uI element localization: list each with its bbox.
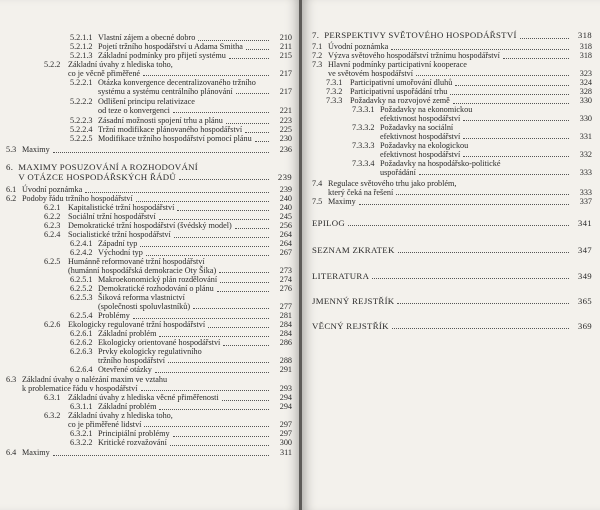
toc-entry-title: Západní typ xyxy=(98,239,138,248)
toc-entry-title: Požadavky na sociální xyxy=(380,123,454,132)
dot-leader xyxy=(398,252,569,253)
toc-entry xyxy=(352,124,592,141)
toc-entry-number: 6.2.6.1 xyxy=(70,329,93,338)
toc-entry xyxy=(44,412,292,429)
toc-entry-title: Zásadní možnosti spojení trhu a plánu xyxy=(98,116,223,125)
toc-entry-number: 7.3.3.2 xyxy=(352,123,375,132)
backmatter-entry xyxy=(312,272,592,281)
toc-entry-title: Sociální tržní hospodářství xyxy=(68,212,156,221)
dot-leader xyxy=(392,328,569,329)
dot-leader xyxy=(174,237,269,238)
toc-page-number: 276 xyxy=(279,284,292,293)
dot-leader xyxy=(453,103,569,104)
toc-entry-title: Otevřené otázky xyxy=(98,365,152,374)
toc-entry-number: 5.2.2.5 xyxy=(70,134,93,143)
toc-entry-title: Výzva světového hospodářství tržnímu hospodářství xyxy=(328,51,500,60)
toc-entry-title: Problémy xyxy=(98,311,130,320)
toc-entry-number: 5.2.1.3 xyxy=(70,51,93,60)
toc-entry-title: Principiální problémy xyxy=(98,429,170,438)
toc-entry-title: Participativní umořování dluhů xyxy=(350,78,453,87)
toc-page-number: 369 xyxy=(577,321,592,331)
toc-entry xyxy=(70,439,292,448)
right-page xyxy=(302,0,600,510)
toc-entry-number: 6.2.6.3 xyxy=(70,347,93,356)
toc-entry xyxy=(312,198,592,207)
toc-page-number: 293 xyxy=(279,383,292,393)
toc-entry-title: Hlavní podmínky participativní kooperace xyxy=(328,60,467,69)
toc-entry-number: 6.2.4.1 xyxy=(70,239,93,248)
toc-entry-number: 6.2.6.4 xyxy=(70,365,93,374)
dot-leader xyxy=(179,179,269,180)
toc-entry-title: Základní podmínky pro přijetí systému xyxy=(98,51,226,60)
toc-entry-number: 7.5 xyxy=(312,197,323,206)
dot-leader xyxy=(173,436,269,437)
toc-entry-number: 6.3.2.2 xyxy=(70,438,93,447)
toc-entry-title: Demokratické rozhodování o plánu xyxy=(98,284,214,293)
toc-entry-number: 7.3.3 xyxy=(326,96,343,105)
dot-leader xyxy=(159,219,269,220)
toc-entry xyxy=(70,135,292,144)
toc-entry-number: 5.2.2.3 xyxy=(70,116,93,125)
toc-entry-title: k problematice řádu v hospodářství xyxy=(22,383,138,393)
toc-entry-title: Regulace světového trhu jako problém, xyxy=(328,179,457,188)
toc-page-number: 284 xyxy=(279,329,292,338)
toc-entry-title: Základní úvahy z hlediska toho, xyxy=(68,411,173,420)
toc-entry-number: 6.2.3 xyxy=(44,221,61,230)
toc-entry-number: 6.3.1 xyxy=(44,393,61,402)
dot-leader xyxy=(144,426,269,427)
chapter-heading xyxy=(6,163,292,182)
toc-page-number: 297 xyxy=(279,419,292,429)
dot-leader xyxy=(229,58,269,59)
toc-entry-title: Ekologicky orientované hospodářství xyxy=(98,338,221,347)
toc-entry-number: 6.2.1 xyxy=(44,203,61,212)
dot-leader xyxy=(208,327,269,328)
toc-page-number: 236 xyxy=(279,145,292,154)
toc-entry-number: 6.2.5.3 xyxy=(70,293,93,302)
dot-leader xyxy=(391,49,569,50)
toc-entry-number: 5.2.2 xyxy=(44,60,61,69)
dot-leader xyxy=(396,194,569,195)
dot-leader xyxy=(503,58,569,59)
toc-page-number: 330 xyxy=(579,113,592,123)
chapter-title: 7. PERSPEKTIVY SVĚTOVÉHO HOSPODÁŘSTVÍ xyxy=(312,30,517,40)
toc-page-number: 277 xyxy=(279,301,292,311)
toc-page-number: 341 xyxy=(577,218,592,228)
dot-leader xyxy=(159,409,269,410)
toc-entry-title: Základní úvahy z hlediska věcné přiměřenosti xyxy=(68,393,219,402)
backmatter-title: VĚCNÝ REJSTŘÍK xyxy=(312,321,389,331)
toc-entry xyxy=(70,79,292,96)
dot-leader xyxy=(173,112,269,113)
toc-entry-number: 6.2 xyxy=(6,194,17,203)
toc-page-number: 284 xyxy=(279,320,292,329)
toc-page-number: 347 xyxy=(577,245,592,255)
dot-leader xyxy=(226,123,269,124)
toc-entry-title: (humánní hospodářská demokracie Oty Šika) xyxy=(68,265,217,275)
toc-entry-number: 7.4 xyxy=(312,179,323,188)
chapter-heading xyxy=(312,31,592,41)
toc-entry xyxy=(44,61,292,78)
toc-entry-title: Požadavky na ekonomickou xyxy=(380,105,473,114)
dot-leader xyxy=(219,272,269,273)
toc-entry-title: Východní typ xyxy=(98,248,143,257)
toc-entry-title: Šiková reforma vlastnictví xyxy=(98,293,185,302)
toc-entry-title: Úvodní poznámka xyxy=(22,185,83,194)
backmatter-title: SEZNAM ZKRATEK xyxy=(312,245,395,255)
toc-page-number: 264 xyxy=(279,230,292,239)
toc-entry-number: 7.1 xyxy=(312,42,323,51)
dot-leader xyxy=(236,93,269,94)
dot-leader xyxy=(217,291,269,292)
toc-entry-number: 7.2 xyxy=(312,51,323,60)
toc-entry-number: 6.3.2 xyxy=(44,411,61,420)
toc-page-number: 294 xyxy=(279,402,292,411)
toc-page-number: 294 xyxy=(279,393,292,402)
toc-entry xyxy=(352,160,592,177)
toc-entry-title: Ekologicky regulované tržní hospodářství xyxy=(68,320,206,329)
toc-entry xyxy=(44,258,292,275)
backmatter-entry xyxy=(312,297,592,306)
toc-page-number: 245 xyxy=(279,212,292,221)
dot-leader xyxy=(450,94,569,95)
toc-entry-title: Tržní modifikace plánovaného hospodářství xyxy=(98,125,243,134)
toc-entry-title: efektivnost hospodářství xyxy=(380,149,461,159)
toc-entry-number: 5.2.1.1 xyxy=(70,33,93,42)
toc-entry-title: efektivnost hospodářství xyxy=(380,113,461,123)
dot-leader xyxy=(220,282,269,283)
toc-page-number: 217 xyxy=(279,86,292,96)
toc-entry-title: Maximy xyxy=(328,197,356,206)
toc-page-number: 239 xyxy=(279,185,292,194)
dot-leader xyxy=(222,400,269,401)
toc-entry-title: Odlišení principu relativizace xyxy=(98,97,195,106)
toc-entry-title: Vlastní zájem a obecné dobro xyxy=(98,33,196,42)
toc-page-number: 215 xyxy=(279,51,292,60)
toc-page-number: 281 xyxy=(279,311,292,320)
toc-entry-title: Úvodní poznámka xyxy=(328,42,389,51)
toc-page-number: 239 xyxy=(277,171,292,182)
toc-entry xyxy=(312,61,592,78)
toc-entry-title: Humánně reformované tržní hospodářství xyxy=(68,257,205,266)
toc-entry xyxy=(312,180,592,197)
backmatter-title: EPILOG xyxy=(312,218,346,228)
toc-entry-title: co je přiměřené lidství xyxy=(68,419,142,429)
backmatter-entry xyxy=(312,322,592,331)
dot-leader xyxy=(53,152,269,153)
dot-leader xyxy=(246,49,269,50)
toc-entry-number: 6.2.4 xyxy=(44,230,61,239)
toc-entry-title: Základní problém xyxy=(98,329,157,338)
dot-leader xyxy=(348,225,569,226)
dot-leader xyxy=(397,303,569,304)
toc-page-number: 230 xyxy=(279,134,292,143)
toc-entry-number: 6.4 xyxy=(6,448,17,457)
toc-entry-title: co je věcně přiměřené xyxy=(68,68,141,78)
dot-leader xyxy=(143,75,269,76)
dot-leader xyxy=(455,85,569,86)
toc-page-number: 331 xyxy=(579,131,592,141)
dot-leader xyxy=(85,192,269,193)
dot-leader xyxy=(223,345,269,346)
backmatter-title: LITERATURA xyxy=(312,271,370,281)
dot-leader xyxy=(170,445,269,446)
toc-entry-title: uspořádání xyxy=(380,167,416,177)
dot-leader xyxy=(419,174,569,175)
backmatter-entry xyxy=(312,246,592,255)
toc-entry-number: 6.2.6.2 xyxy=(70,338,93,347)
toc-page-number: 337 xyxy=(579,197,592,206)
toc-entry-number: 5.2.2.2 xyxy=(70,97,93,106)
dot-leader xyxy=(133,318,269,319)
toc-page-number: 211 xyxy=(280,42,292,51)
toc-entry-title: Podoby řádu tržního hospodářství xyxy=(22,194,133,203)
dot-leader xyxy=(255,141,269,142)
toc-entry-title: Požadavky na ekologickou xyxy=(380,141,469,150)
toc-page-number: 328 xyxy=(579,87,592,96)
toc-entry xyxy=(352,106,592,123)
toc-entry-number: 7.3.3.4 xyxy=(352,159,375,168)
toc-entry-title: Základní úvahy z hlediska toho, xyxy=(68,60,173,69)
toc-page-number: 223 xyxy=(279,116,292,125)
toc-entry-title: ve světovém hospodářství xyxy=(328,68,414,78)
toc-entry-number: 6.3.2.1 xyxy=(70,429,93,438)
toc-entry-title: Maximy xyxy=(22,145,50,154)
dot-leader xyxy=(416,75,569,76)
toc-entry-title: tržního hospodářství xyxy=(98,355,166,365)
toc-entry xyxy=(6,449,292,458)
toc-entry-number: 5.2.2.4 xyxy=(70,125,93,134)
dot-leader xyxy=(140,246,269,247)
toc-page-number: 274 xyxy=(279,275,292,284)
dot-leader xyxy=(463,120,569,121)
toc-page-number: 318 xyxy=(577,30,592,40)
toc-page-number: 286 xyxy=(279,338,292,347)
toc-page-number: 288 xyxy=(279,355,292,365)
dot-leader xyxy=(520,38,569,39)
chapter-title: 6. MAXIMY POSUZOVÁNÍ A ROZHODOVÁNÍ xyxy=(6,162,198,172)
toc-entry-number: 5.2.2.1 xyxy=(70,78,93,87)
toc-entry-title: efektivnost hospodářství xyxy=(380,131,461,141)
dot-leader xyxy=(146,255,269,256)
dot-leader xyxy=(245,132,269,133)
toc-entry-number: 6.3 xyxy=(6,375,17,384)
backmatter-title: JMENNÝ REJSTŘÍK xyxy=(312,296,395,306)
toc-entry-number: 7.3 xyxy=(312,60,323,69)
toc-page-number: 217 xyxy=(279,68,292,78)
toc-entry-number: 7.3.2 xyxy=(326,87,343,96)
toc-entry-title: Demokratické tržní hospodářství (švédský model) xyxy=(68,221,232,230)
toc-entry-number: 7.3.1 xyxy=(326,78,343,87)
toc-page-number: 240 xyxy=(279,194,292,203)
toc-page-number: 256 xyxy=(279,221,292,230)
dot-leader xyxy=(159,336,269,337)
toc-page-number: 323 xyxy=(579,68,592,78)
toc-entry-number: 6.1 xyxy=(6,185,17,194)
toc-entry-title: Otázka konvergence decentralizovaného tržního xyxy=(98,78,256,87)
toc-page-number: 210 xyxy=(279,33,292,42)
dot-leader xyxy=(463,156,569,157)
toc-entry-title: (společnosti spoluvlastníků) xyxy=(98,301,191,311)
dot-leader xyxy=(235,228,269,229)
toc-page-number: 365 xyxy=(577,296,592,306)
toc-entry xyxy=(6,376,292,393)
toc-entry xyxy=(6,146,292,155)
dot-leader xyxy=(53,455,269,456)
toc-page-number: 240 xyxy=(279,203,292,212)
toc-entry-title: systému a systému centrálního plánování xyxy=(98,86,233,96)
toc-entry xyxy=(70,348,292,365)
toc-page-number: 297 xyxy=(279,429,292,438)
toc-entry-number: 6.2.5.2 xyxy=(70,284,93,293)
dot-leader xyxy=(463,138,569,139)
toc-entry-title: od teze o konvergenci xyxy=(98,105,170,115)
toc-entry xyxy=(70,294,292,311)
toc-entry-number: 6.2.2 xyxy=(44,212,61,221)
toc-entry-title: Socialistické tržní hospodářství xyxy=(68,230,171,239)
dot-leader xyxy=(359,204,569,205)
toc-entry-title: Základní úvahy o nalézání maxim ve vztahu xyxy=(22,375,168,384)
toc-page-number: 273 xyxy=(279,265,292,275)
dot-leader xyxy=(136,201,269,202)
backmatter-entry xyxy=(312,219,592,228)
toc-entry-number: 5.2.1.2 xyxy=(70,42,93,51)
toc-page-number: 291 xyxy=(279,365,292,374)
toc-entry-title: Makroekonomický plán rozdělování xyxy=(98,275,218,284)
toc-entry xyxy=(352,142,592,159)
toc-page-number: 332 xyxy=(579,149,592,159)
toc-page-number: 318 xyxy=(579,42,592,51)
toc-entry-number: 6.2.4.2 xyxy=(70,248,93,257)
toc-entry-title: Základní problém xyxy=(98,402,157,411)
dot-leader xyxy=(177,210,269,211)
toc-entry-title: Požadavky na rozvojové země xyxy=(350,96,450,105)
dot-leader xyxy=(141,390,269,391)
toc-entry-number: 7.3.3.1 xyxy=(352,105,375,114)
toc-page-number: 333 xyxy=(579,187,592,197)
toc-page-number: 324 xyxy=(579,78,592,87)
toc-entry-number: 6.2.5.4 xyxy=(70,311,93,320)
toc-entry-title: Požadavky na hospodářsko-politické xyxy=(380,159,501,168)
toc-page-number: 333 xyxy=(579,167,592,177)
toc-page-number: 225 xyxy=(279,125,292,134)
toc-page-number: 349 xyxy=(577,271,592,281)
toc-entry-number: 5.3 xyxy=(6,145,17,154)
toc-page-number: 264 xyxy=(279,239,292,248)
toc-page-number: 221 xyxy=(279,105,292,115)
toc-entry-number: 6.2.5 xyxy=(44,257,61,266)
toc-entry-title: Maximy xyxy=(22,448,50,457)
toc-entry-number: 6.2.6 xyxy=(44,320,61,329)
toc-entry-number: 6.3.1.1 xyxy=(70,402,93,411)
toc-page-number: 300 xyxy=(279,438,292,447)
toc-entry xyxy=(70,366,292,375)
toc-entry-title: který čeká na řešení xyxy=(328,187,394,197)
dot-leader xyxy=(193,308,269,309)
toc-page-number: 311 xyxy=(280,448,292,457)
toc-entry-number: 7.3.3.3 xyxy=(352,141,375,150)
toc-page-number: 318 xyxy=(579,51,592,60)
toc-entry-title: Kritické rozvažování xyxy=(98,438,167,447)
toc-entry-title: Kapitalistické tržní hospodářství xyxy=(68,203,175,212)
dot-leader xyxy=(372,278,569,279)
toc-entry-title: Prvky ekologicky regulativního xyxy=(98,347,202,356)
dot-leader xyxy=(198,40,269,41)
toc-entry-number: 6.2.5.1 xyxy=(70,275,93,284)
toc-entry xyxy=(70,98,292,115)
toc-entry-title: Modifikace tržního hospodářství pomocí plánu xyxy=(98,134,252,143)
dot-leader xyxy=(155,372,269,373)
toc-entry-title: Participativní uspořádání trhu xyxy=(350,87,448,96)
chapter-title: V OTÁZCE HOSPODÁŘSKÝCH ŘÁDŮ xyxy=(6,171,177,182)
dot-leader xyxy=(168,362,269,363)
toc-page-number: 267 xyxy=(279,248,292,257)
toc-page-number: 330 xyxy=(579,96,592,105)
toc-entry-title: Pojetí tržního hospodářství u Adama Smitha xyxy=(98,42,243,51)
